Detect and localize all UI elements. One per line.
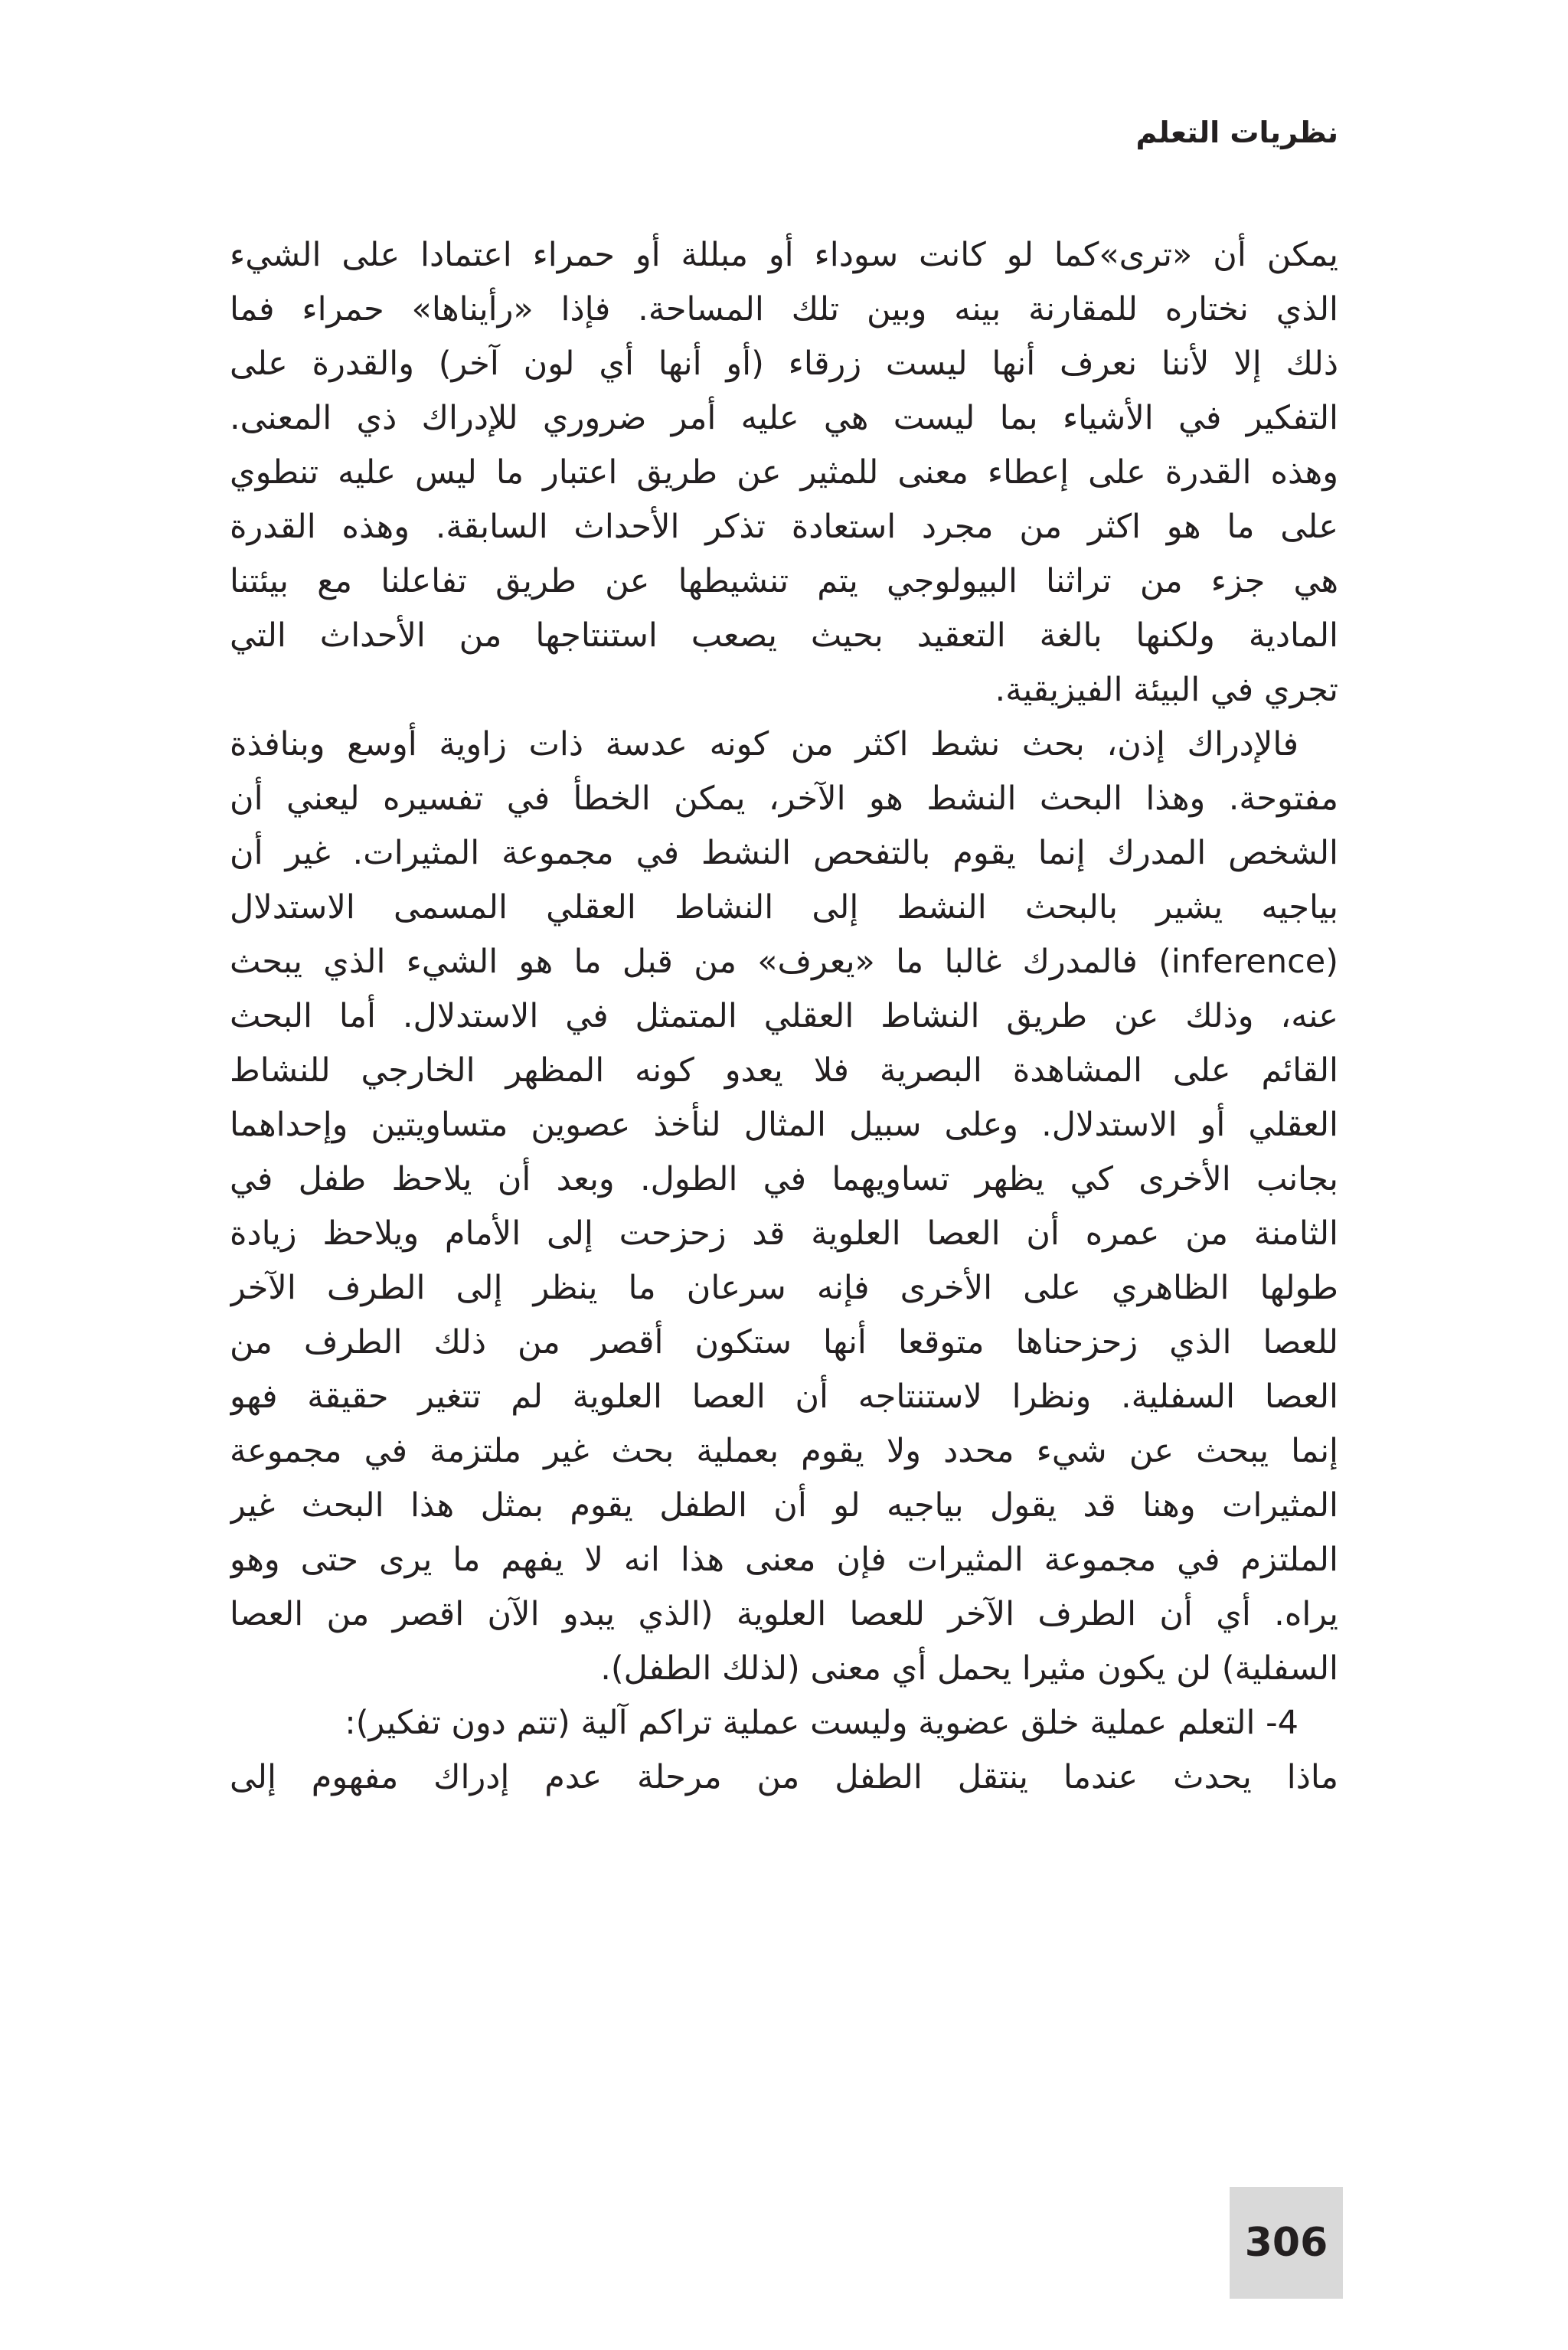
text-line: المثيرات وهنا قد يقول بياجيه لو أن الطفل يقوم بمثل هذا البحث غير — [230, 1486, 1338, 1525]
text-line: الذي نختاره للمقارنة بينه وبين تلك المساحة. فإذا «رأيناها» حمراء فما — [230, 290, 1338, 328]
text-line: إنما يبحث عن شيء محدد ولا يقوم بعملية بحث غير ملتزمة في مجموعة — [230, 1432, 1338, 1470]
text-line: للعصا الذي زحزحناها متوقعا أنها ستكون أقصر من ذلك الطرف من — [230, 1323, 1338, 1361]
text-line: السفلية) لن يكون مثيرا يحمل أي معنى (لذلك الطفل). — [600, 1649, 1338, 1688]
text-line: يراه. أي أن الطرف الآخر للعصا العلوية (الذي يبدو الآن اقصر من العصا — [230, 1595, 1338, 1633]
text-line: فالإدراك إذن، بحث نشط اكثر من كونه عدسة ذات زاوية أوسع وبنافذة — [230, 725, 1298, 763]
text-line: (inference) فالمدرك غالبا ما «يعرف» من قبل ما هو الشيء الذي يبحث — [230, 943, 1338, 981]
paragraph-3-heading — [230, 1696, 1338, 1750]
text-line: بياجيه يشير بالبحث النشط إلى النشاط العقلي المسمى الاستدلال — [230, 888, 1338, 927]
paragraph-2 — [230, 717, 1338, 1696]
text-line: وهذه القدرة على إعطاء معنى للمثير عن طريق اعتبار ما ليس عليه تنطوي — [230, 453, 1338, 492]
text-line: على ما هو اكثر من مجرد استعادة تذكر الأحداث السابقة. وهذه القدرة — [230, 508, 1338, 546]
body-text — [230, 228, 1338, 1805]
text-line: عنه، وذلك عن طريق النشاط العقلي المتمثل في الاستدلال. أما البحث — [230, 997, 1338, 1035]
text-line: التفكير في الأشياء بما ليست هي عليه أمر ضروري للإدراك ذي المعنى. — [230, 399, 1338, 437]
text-line: ماذا يحدث عندما ينتقل الطفل من مرحلة عدم إدراك مفهوم إلى — [230, 1758, 1338, 1796]
text-line: مفتوحة. وهذا البحث النشط هو الآخر، يمكن الخطأ في تفسيره ليعني أن — [230, 780, 1338, 818]
text-line: بجانب الأخرى كي يظهر تساويهما في الطول. وبعد أن يلاحظ طفل في — [230, 1160, 1338, 1198]
text-line: طولها الظاهري على الأخرى فإنه سرعان ما ينظر إلى الطرف الآخر — [230, 1269, 1338, 1307]
text-line: ذلك إلا لأننا نعرف أنها ليست زرقاء (أو أنها أي لون آخر) والقدرة على — [230, 345, 1338, 383]
text-line: العقلي أو الاستدلال. وعلى سبيل المثال لنأخذ عصوين متساويتين وإحداهما — [230, 1106, 1338, 1144]
text-line: الشخص المدرك إنما يقوم بالتفحص النشط في مجموعة المثيرات. غير أن — [230, 834, 1338, 872]
paragraph-1 — [230, 228, 1338, 717]
text-line: الملتزم في مجموعة المثيرات فإن معنى هذا انه لا يفهم ما يرى حتى وهو — [230, 1541, 1338, 1579]
paragraph-4 — [230, 1750, 1338, 1805]
running-header: نظريات التعلم — [1135, 116, 1338, 149]
text-line: الثامنة من عمره أن العصا العلوية قد زحزحت إلى الأمام ويلاحظ زيادة — [230, 1214, 1338, 1253]
text-line: المادية ولكنها بالغة التعقيد بحيث يصعب استنتاجها من الأحداث التي — [230, 616, 1338, 655]
text-line: تجري في البيئة الفيزيقية. — [995, 671, 1338, 709]
text-line: العصا السفلية. ونظرا لاستنتاجه أن العصا العلوية لم تتغير حقيقة فهو — [230, 1378, 1338, 1416]
text-line: 4- التعلم عملية خلق عضوية وليست عملية تراكم آلية (تتم دون تفكير): — [345, 1704, 1298, 1742]
page-number: 306 — [1244, 2220, 1328, 2266]
text-line: هي جزء من تراثنا البيولوجي يتم تنشيطها عن طريق تفاعلنا مع بيئتنا — [230, 562, 1338, 600]
page-number-box — [1230, 2187, 1343, 2299]
text-line: يمكن أن «ترى»كما لو كانت سوداء أو مبللة أو حمراء اعتمادا على الشيء — [230, 236, 1338, 274]
text-line: القائم على المشاهدة البصرية فلا يعدو كونه المظهر الخارجي للنشاط — [230, 1051, 1338, 1090]
